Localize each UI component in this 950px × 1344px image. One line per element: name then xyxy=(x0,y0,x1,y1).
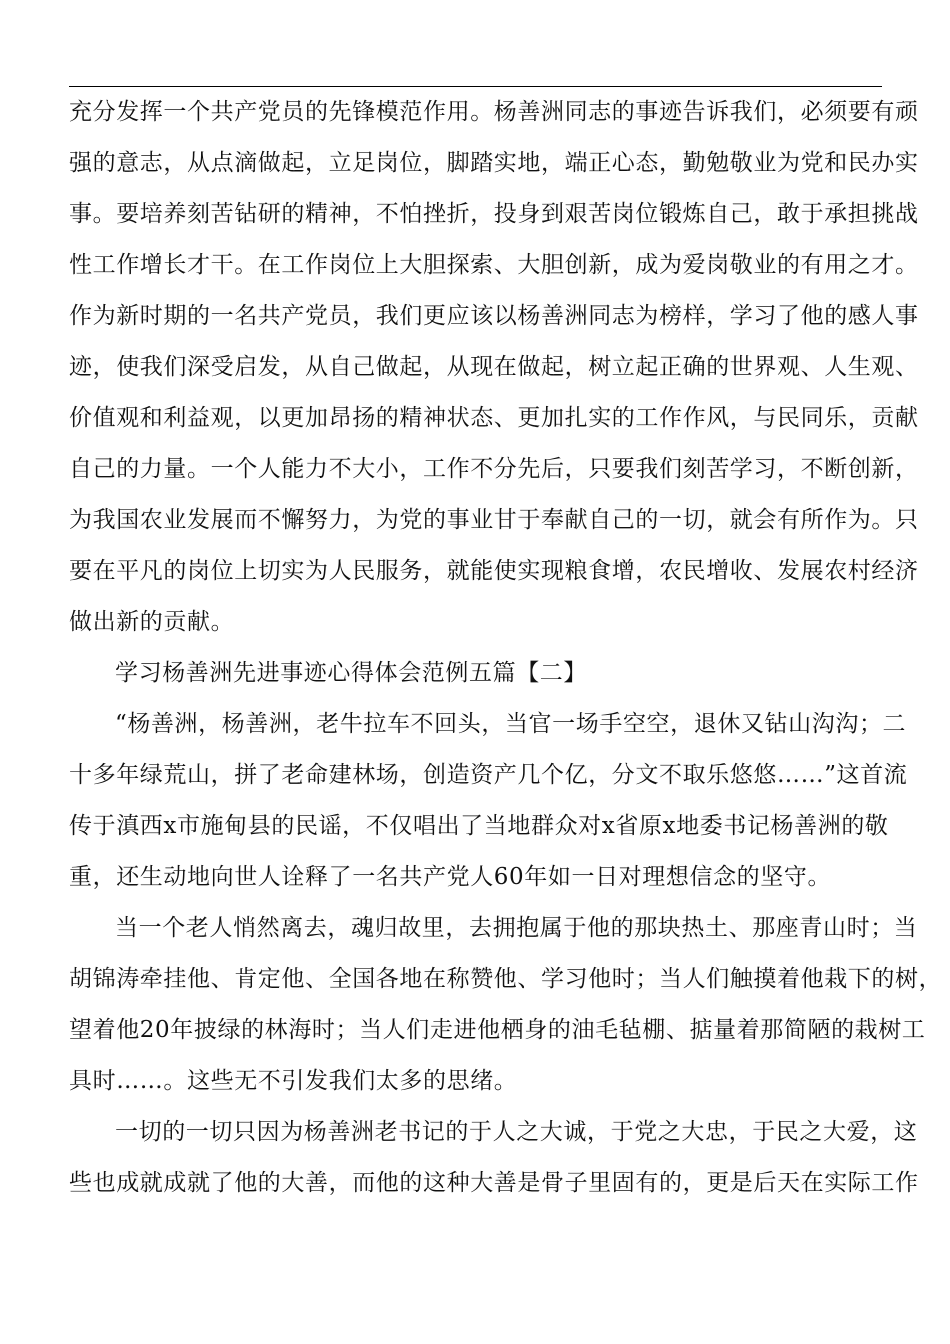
paragraph-2-line-4: 重，还生动地向世人诠释了一名共产党人60年如一日对理想信念的坚守。 xyxy=(69,864,832,890)
paragraph-4-line-2: 些也成就成就了他的大善，而他的这种大善是骨子里固有的，更是后天在实际工作 xyxy=(69,1170,919,1196)
paragraph-4-line-1: 一切的一切只因为杨善洲老书记的于人之大诚，于党之大忠，于民之大爱，这 xyxy=(115,1119,918,1145)
paragraph-1-line-5: 作为新时期的一名共产党员，我们更应该以杨善洲同志为榜样，学习了他的感人事 xyxy=(69,303,919,329)
paragraph-2-line-2: 十多年绿荒山，拼了老命建林场，创造资产几个亿，分文不取乐悠悠……”这首流 xyxy=(69,762,908,788)
paragraph-1-line-8: 自己的力量。一个人能力不大小，工作不分先后，只要我们刻苦学习，不断创新， xyxy=(69,456,919,482)
header-rule xyxy=(69,86,882,87)
paragraph-1-line-1: 充分发挥一个共产党员的先锋模范作用。杨善洲同志的事迹告诉我们，必须要有顽 xyxy=(69,99,919,125)
section-heading: 学习杨善洲先进事迹心得体会范例五篇【二】 xyxy=(115,660,587,686)
paragraph-1-line-10: 要在平凡的岗位上切实为人民服务，就能使实现粮食增，农民增收、发展农村经济 xyxy=(69,558,919,584)
paragraph-1-line-2: 强的意志，从点滴做起，立足岗位，脚踏实地，端正心态，勤勉敬业为党和民办实 xyxy=(69,150,919,176)
paragraph-1-line-9: 为我国农业发展而不懈努力，为党的事业甘于奉献自己的一切，就会有所作为。只 xyxy=(69,507,919,533)
paragraph-1-line-3: 事。要培养刻苦钻研的精神，不怕挫折，投身到艰苦岗位锻炼自己，敢于承担挑战 xyxy=(69,201,919,227)
paragraph-1-line-6: 迹，使我们深受启发，从自己做起，从现在做起，树立起正确的世界观、人生观、 xyxy=(69,354,919,380)
paragraph-1-line-11: 做出新的贡献。 xyxy=(69,609,235,635)
paragraph-3-line-4: 具时……。这些无不引发我们太多的思绪。 xyxy=(69,1068,518,1094)
paragraph-2-line-3: 传于滇西x市施甸县的民谣，不仅唱出了当地群众对x省原x地委书记杨善洲的敬 xyxy=(69,813,889,839)
paragraph-3-line-3: 望着他20年披绿的林海时；当人们走进他栖身的油毛毡棚、掂量着那简陋的栽树工 xyxy=(69,1017,926,1043)
paragraph-2-line-1: “杨善洲，杨善洲，老牛拉车不回头，当官一场手空空，退休又钻山沟沟；二 xyxy=(115,711,907,737)
paragraph-1-line-4: 性工作增长才干。在工作岗位上大胆探索、大胆创新，成为爱岗敬业的有用之才。 xyxy=(69,252,919,278)
paragraph-1-line-7: 价值观和利益观，以更加昂扬的精神状态、更加扎实的工作作风，与民同乐，贡献 xyxy=(69,405,919,431)
paragraph-3-line-2: 胡锦涛牵挂他、肯定他、全国各地在称赞他、学习他时；当人们触摸着他栽下的树， xyxy=(69,966,943,992)
paragraph-3-line-1: 当一个老人悄然离去，魂归故里，去拥抱属于他的那块热土、那座青山时；当 xyxy=(115,915,918,941)
